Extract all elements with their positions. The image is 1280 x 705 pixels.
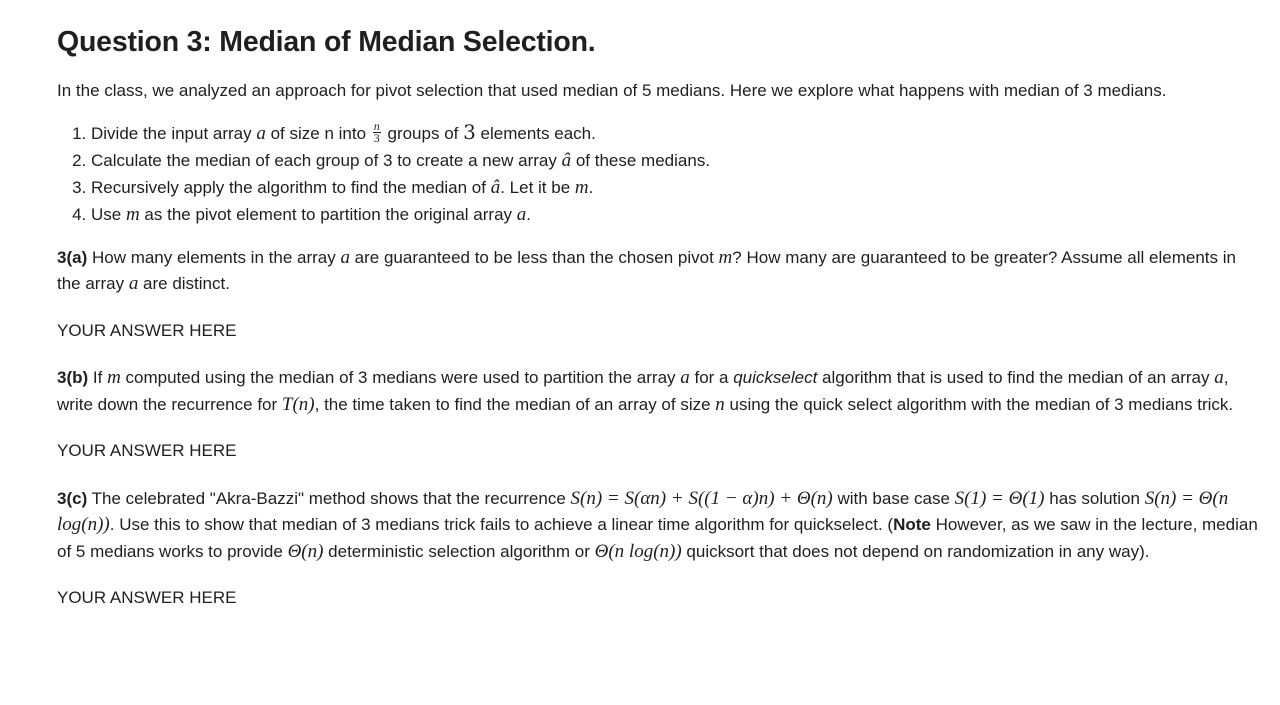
step-item: 1. Divide the input array a of size n into $\frac{n}{3}$ groups of 3 elements each. bbox=[91, 119, 1260, 147]
question-title: Question 3: Median of Median Selection. bbox=[57, 26, 596, 58]
question-3b: 3(b) If m computed using the median of 3 medians were used to partition the array a for a quickselect algorithm that is used to find the median of an array a, write down the recurrence for T(n), the time taken to find the median of an array of size n using the quick select algorithm with the median of 3 medians trick. bbox=[57, 367, 1234, 415]
answer-placeholder-3c[interactable]: YOUR ANSWER HERE bbox=[57, 588, 237, 607]
step-item: 3. Recursively apply the algorithm to find the median of â. Let it be m. bbox=[91, 174, 1260, 201]
part-label: 3(c) bbox=[57, 488, 88, 508]
answer-placeholder-3a[interactable]: YOUR ANSWER HERE bbox=[57, 320, 237, 340]
steps-list bbox=[57, 119, 1260, 228]
step-item: 2. Calculate the median of each group of 3 to create a new array â of these medians. bbox=[91, 147, 1260, 174]
step-item: 4. Use m as the pivot element to partition the original array a. bbox=[91, 201, 1260, 228]
question-3a: 3(a) How many elements in the array a are guaranteed to be less than the chosen pivot m? How many are guaranteed to be greater? Assume all elements in the array a are distinct. bbox=[57, 246, 1236, 294]
part-label: 3(a) bbox=[57, 247, 88, 267]
part-label: 3(b) bbox=[57, 368, 89, 387]
question-3c: 3(c) The celebrated "Akra-Bazzi" method shows that the recurrence S(n) = S(αn) + S((1 − α)n) + Θ(n) with base case S(1) = Θ(1) has solution S(n) = Θ(n log(n)). Use this to show that median of 3 medians trick fails to achieve a linear time algorithm for quickselect. (Note However, as we saw in the lecture, median of 5 medians works to provide Θ(n) deterministic selection algorithm or Θ(n log(n)) quicksort that does not depend on randomization in any way). bbox=[57, 487, 1258, 562]
answer-placeholder-3b[interactable]: YOUR ANSWER HERE bbox=[57, 441, 237, 460]
intro-paragraph: In the class, we analyzed an approach for pivot selection that used median of 5 medians. Here we explore what happens with median of 3 medians. bbox=[57, 81, 1167, 100]
fraction-n-over-3: $\frac{n}{3}$ bbox=[373, 118, 380, 145]
